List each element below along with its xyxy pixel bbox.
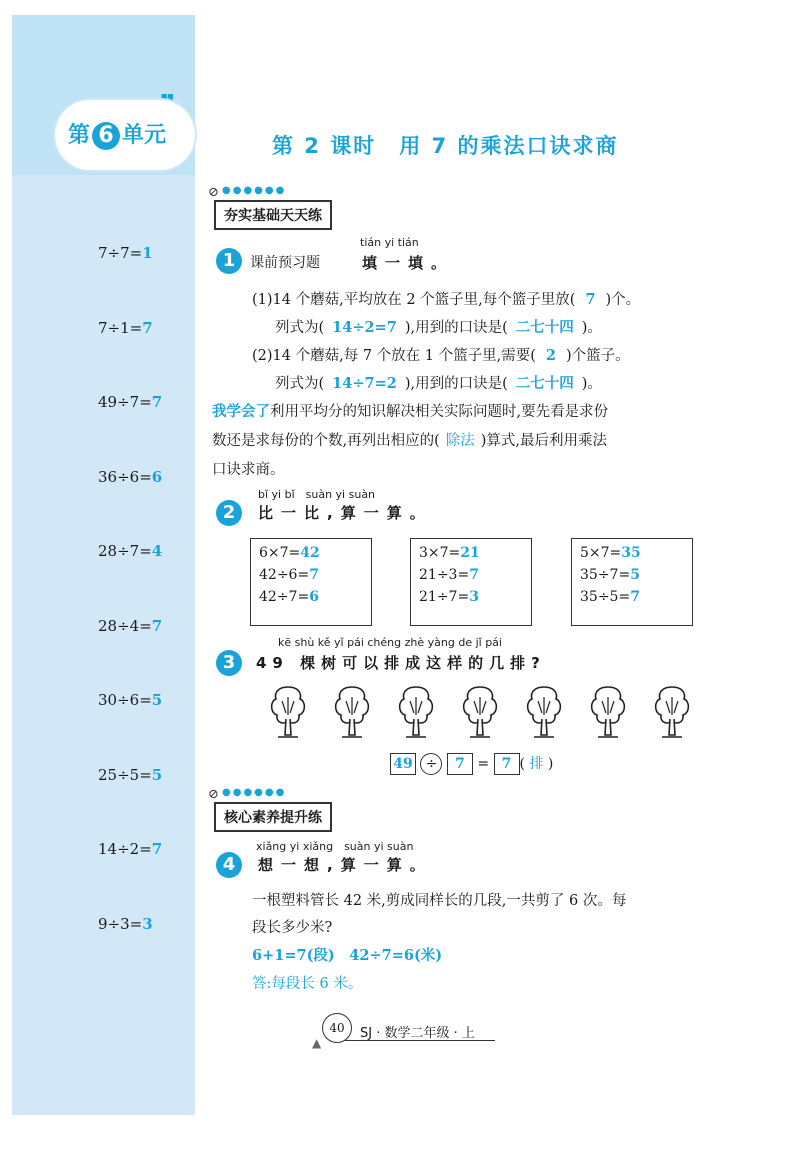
equation-row: 35÷5=7 <box>580 589 640 605</box>
tree-icon <box>588 683 628 743</box>
section-badge-basic: 夯实基础天天练 <box>214 200 332 230</box>
sidebar-equation: 25÷5=5 <box>98 765 163 784</box>
tree-icon <box>460 683 500 743</box>
answer-value: 7 <box>630 589 640 605</box>
tree-icon <box>268 683 308 743</box>
sidebar-equation: 36÷6=6 <box>98 467 163 486</box>
learned-tip-line-3: 口诀求商。 <box>212 462 285 478</box>
tree-icon <box>524 683 564 743</box>
section-dots: ●●●●●● <box>222 185 287 196</box>
footer-ornament-icon: ▲ <box>312 1036 322 1050</box>
answer-value: 42 <box>300 545 320 561</box>
q4-answer-calc: 6+1=7(段) 42÷7=6(米) <box>252 947 443 964</box>
equation-row: 35÷7=5 <box>580 567 640 583</box>
answer-sidebar <box>12 15 195 1115</box>
answer-value: 7 <box>309 567 319 583</box>
q1-line-2: 列式为( 14÷2=7 ),用到的口诀是( 二七十四 )。 <box>275 319 602 336</box>
q1-line-4: 列式为( 14÷7=2 ),用到的口诀是( 二七十四 )。 <box>275 375 602 392</box>
sidebar-equation: 7÷1=7 <box>98 318 153 337</box>
lesson-title: 第 2 课时 用 7 的乘法口诀求商 <box>272 134 619 158</box>
page-number: 40 <box>322 1013 352 1043</box>
answer-value: 5 <box>630 567 640 583</box>
sidebar-equation: 7÷7=1 <box>98 244 153 262</box>
pencil-icon: ⊘ <box>208 787 219 802</box>
section-dots: ●●●●●● <box>222 787 287 798</box>
pinyin-q3: kē shù kě yǐ pái chéng zhè yàng de jǐ pái <box>278 636 502 649</box>
learned-tip-line-1: 我学会了利用平均分的知识解决相关实际问题时,要先看是求份 <box>212 403 609 420</box>
q4-text-2: 段长多少米? <box>252 920 333 936</box>
question-title-4: 想一想,算一算。 <box>258 856 433 874</box>
question-title-3: 49 棵树可以排成这样的几排? <box>256 654 546 672</box>
answer-value: 35 <box>621 545 641 561</box>
equation-row: 21÷7=3 <box>419 589 479 605</box>
sidebar-equation: 9÷3=3 <box>98 914 153 933</box>
equation-row: 5×7=35 <box>580 545 641 561</box>
learned-tip-line-2: 数还是求每份的个数,再列出相应的( 除法 )算式,最后利用乘法 <box>212 433 608 449</box>
section-badge-advanced: 核心素养提升练 <box>214 802 332 832</box>
q3-equation: 49 ÷ 7 = 7 ( 排 ) <box>390 753 553 775</box>
equation-row: 42÷7=6 <box>259 589 319 605</box>
answer-value: 7 <box>469 567 479 583</box>
pinyin-q1: tián yi tián <box>360 236 419 249</box>
q1-line-3: (2)14 个蘑菇,每 7 个放在 1 个篮子里,需要( 2 )个篮子。 <box>252 347 630 364</box>
equation-box <box>571 538 693 626</box>
equation-row: 6×7=42 <box>259 545 320 561</box>
preview-label: 课前预习题 <box>250 255 320 271</box>
question-title-2: 比一比,算一算。 <box>258 504 433 522</box>
answer-box: 7 <box>494 753 520 775</box>
answer-value: 6 <box>309 589 319 605</box>
q4-answer-text: 答:每段长 6 米。 <box>252 976 363 992</box>
sidebar-equation: 49÷7=7 <box>98 393 163 411</box>
equation-row: 42÷6=7 <box>259 567 319 583</box>
sidebar-equation: 28÷4=7 <box>98 616 163 635</box>
equation-box <box>410 538 532 626</box>
sidebar-equation: 14÷2=7 <box>98 840 163 858</box>
sidebar-equation: 30÷6=5 <box>98 691 163 709</box>
footer-rule <box>345 1040 495 1041</box>
tree-icon <box>652 683 692 743</box>
equation-row: 3×7=21 <box>419 545 480 561</box>
tree-row <box>268 683 716 747</box>
equation-row: 21÷3=7 <box>419 567 479 583</box>
question-title-1: 填一填。 <box>362 254 455 272</box>
tree-icon <box>332 683 372 743</box>
equation-box <box>250 538 372 626</box>
answer-box: 49 <box>390 753 416 775</box>
pinyin-q4: xiǎng yi xiǎng suàn yi suàn <box>256 840 414 853</box>
sidebar-equation: 28÷7=4 <box>98 542 163 560</box>
answer-box: 7 <box>447 753 473 775</box>
operator-circle: ÷ <box>420 753 442 775</box>
question-number-4: 4 <box>216 852 242 878</box>
footer-text: SJ · 数学二年级 · 上 <box>360 1026 475 1041</box>
question-number-1: 1 <box>216 248 242 274</box>
answer-value: 21 <box>460 545 480 561</box>
tree-icon <box>396 683 436 743</box>
question-number-2: 2 <box>216 500 242 526</box>
pencil-icon: ⊘ <box>208 185 219 200</box>
answer-value: 3 <box>469 589 479 605</box>
unit-label: 第 6 单元 <box>68 123 167 148</box>
q4-text-1: 一根塑料管长 42 米,剪成同样长的几段,一共剪了 6 次。每 <box>252 893 627 909</box>
q1-line-1: (1)14 个蘑菇,平均放在 2 个篮子里,每个篮子里放( 7 )个。 <box>252 291 641 308</box>
question-number-3: 3 <box>216 650 242 676</box>
pinyin-q2: bǐ yi bǐ suàn yi suàn <box>258 488 376 501</box>
